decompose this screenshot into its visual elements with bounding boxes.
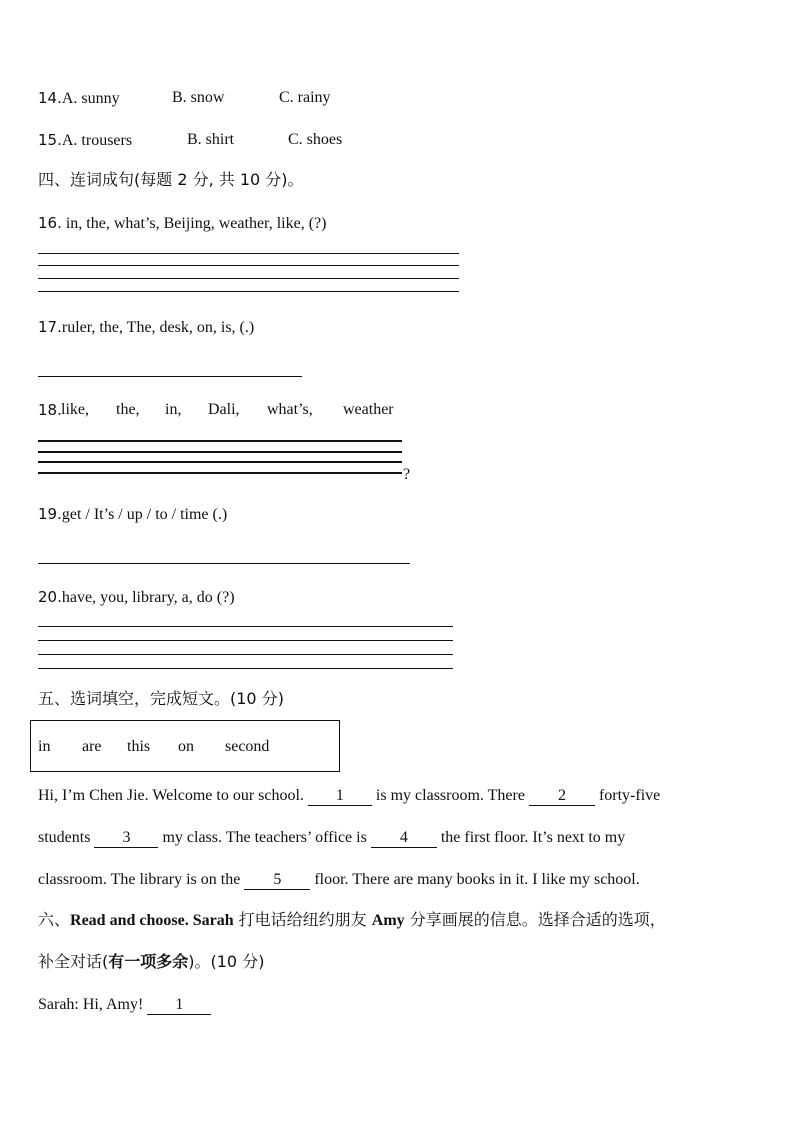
passage-line-3 <box>38 870 640 890</box>
section-6-title-line-2 <box>38 952 264 972</box>
passage-text: Hi, I’m Chen Jie. Welcome to our school. <box>38 787 308 804</box>
dialog-text: Sarah: Hi, Amy! <box>38 996 148 1013</box>
fill-blank-5[interactable]: 5 <box>244 871 310 890</box>
fill-blank-4[interactable]: 4 <box>371 829 437 848</box>
question-number: 15. <box>38 131 62 149</box>
answer-line <box>38 461 402 463</box>
section-6-title-cn: 打电话给纽约朋友 <box>233 910 372 929</box>
section-6-title-en: Read and choose. Sarah <box>70 912 234 929</box>
section-6-title-line-1 <box>38 910 666 931</box>
question-19 <box>38 504 227 525</box>
word-bank-item: this <box>127 738 151 755</box>
question-text: ruler, the, The, desk, on, is, (.) <box>61 319 255 336</box>
option-b: B. snow <box>172 89 225 106</box>
fill-blank-2[interactable]: 2 <box>529 787 595 806</box>
passage-text: floor. There are many books in it. I like my school. <box>310 871 640 888</box>
section-6-name: Amy <box>371 912 405 929</box>
answer-line <box>38 291 459 292</box>
word: Dali, <box>208 401 240 418</box>
question-15 <box>38 130 132 151</box>
passage-text: is my classroom. There <box>371 787 529 804</box>
option-b: B. shirt <box>187 131 235 148</box>
passage-line-1 <box>38 786 660 806</box>
option-a: A. sunny <box>61 90 120 107</box>
section-6-text: )。(10 分) <box>188 952 265 971</box>
word: what’s, <box>267 401 313 418</box>
question-number: 19. <box>38 505 62 523</box>
option-c: C. shoes <box>288 131 343 148</box>
question-16 <box>38 213 326 234</box>
question-number: 18. <box>38 401 62 419</box>
answer-line <box>38 278 459 279</box>
answer-line <box>38 265 459 266</box>
passage-text: students <box>38 829 95 846</box>
question-number: 20. <box>38 588 62 606</box>
answer-line <box>38 626 453 627</box>
dialog-line-1 <box>38 995 211 1015</box>
section-6-note: 有一项多余 <box>108 952 189 971</box>
word-bank-box <box>30 720 340 772</box>
passage-text: the first floor. It’s next to my <box>436 829 626 846</box>
option-c: C. rainy <box>279 89 331 106</box>
section-6-text: 补全对话( <box>38 952 109 971</box>
section-6-title-cn: 分享画展的信息。选择合适的选项， <box>404 910 666 929</box>
question-number: 14. <box>38 89 62 107</box>
question-mark: ? <box>403 466 411 483</box>
word-bank-item: are <box>82 738 102 755</box>
question-text: get / It’s / up / to / time (.) <box>61 506 228 523</box>
word: in, <box>165 401 182 418</box>
fill-blank-1[interactable]: 1 <box>308 787 372 806</box>
passage-text: classroom. The library is on the <box>38 871 245 888</box>
passage-text: forty-five <box>594 787 661 804</box>
answer-line <box>38 472 402 474</box>
fill-blank-3[interactable]: 3 <box>94 829 158 848</box>
word: like, <box>61 401 89 418</box>
section-5-title: 五、选词填空，完成短文。(10 分) <box>38 689 284 708</box>
passage-line-2 <box>38 828 625 848</box>
question-text: have, you, library, a, do (?) <box>61 589 235 606</box>
answer-line <box>38 640 453 641</box>
word-bank-item: on <box>178 738 194 755</box>
answer-line <box>38 253 459 254</box>
question-number: 17. <box>38 318 62 336</box>
question-text: in, the, what’s, Beijing, weather, like, (?) <box>61 215 327 232</box>
option-a: A. trousers <box>61 132 133 149</box>
word-bank-item: in <box>38 738 51 755</box>
word: the, <box>116 401 140 418</box>
answer-line <box>38 440 402 442</box>
passage-text: my class. The teachers’ office is <box>158 829 371 846</box>
question-18 <box>38 400 62 421</box>
question-17 <box>38 317 254 338</box>
question-number: 16. <box>38 214 62 232</box>
word-bank-item: second <box>225 738 270 755</box>
answer-line <box>38 654 453 655</box>
word: weather <box>343 401 394 418</box>
answer-line <box>38 451 402 453</box>
question-14 <box>38 88 120 109</box>
answer-line <box>38 376 302 377</box>
question-20 <box>38 587 235 608</box>
answer-line <box>38 668 453 669</box>
answer-line <box>38 563 410 564</box>
section-4-title: 四、连词成句(每题 2 分, 共 10 分)。 <box>38 170 304 189</box>
dialog-blank-1[interactable]: 1 <box>147 996 211 1015</box>
section-6-prefix: 六、 <box>38 910 71 929</box>
